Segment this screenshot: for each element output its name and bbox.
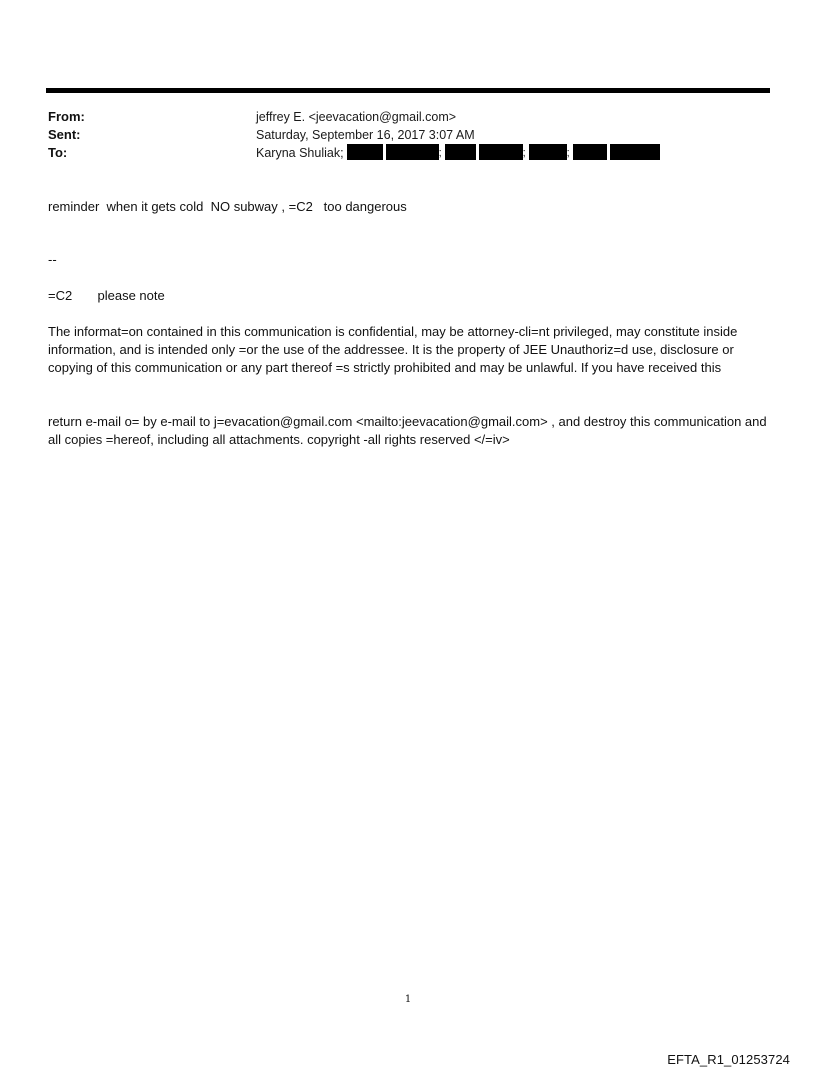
recipient-separator: ; [566,147,570,159]
sent-row [48,126,768,144]
signature-dashes: -- [48,252,57,267]
message-line: reminder when it gets cold NO subway , =C2 too dangerous [48,199,407,214]
recipient-separator: ; [522,147,526,159]
from-value: jeffrey E. <jeevacation@gmail.com> [256,110,457,124]
redaction-block [347,144,383,160]
note-line: =C2 please note [48,288,165,303]
redaction-block [386,144,439,160]
redaction-block [479,144,523,160]
header-divider [46,88,770,93]
redaction-block [573,144,607,160]
sent-value: Saturday, September 16, 2017 3:07 AM [256,128,475,142]
redaction-block [445,144,476,160]
from-label: From: [48,109,85,124]
sent-label: Sent: [48,127,81,142]
disclaimer-paragraph: return e-mail o= by e-mail to j=evacation@gmail.com <mailto:jeevacation@gmail.com> , and destroy this communication and all copies =hereof, including all attachments. copyright -all rights reserved </=iv> [48,414,771,447]
redaction-block [529,144,567,160]
to-recipients [256,144,660,162]
recipient-separator: ; [438,147,442,159]
document-id: EFTA_R1_01253724 [667,1052,790,1067]
disclaimer-paragraph: The informat=on contained in this communication is confidential, may be attorney-cli=nt privileged, may constitute inside information, and is intended only =or the use of the addressee. It is the property of JEE Unauthoriz=d use, disclosure or copying of this communication or any part thereof =s strictly prohibited and may be unlawful. If you have received this [48,324,741,375]
email-header [48,108,768,162]
redaction-block [610,144,660,160]
from-row [48,108,768,126]
to-label: To: [48,145,68,160]
to-row [48,144,768,162]
page-number: 1 [404,994,412,1005]
to-recipient-name: Karyna Shuliak; [256,146,344,160]
